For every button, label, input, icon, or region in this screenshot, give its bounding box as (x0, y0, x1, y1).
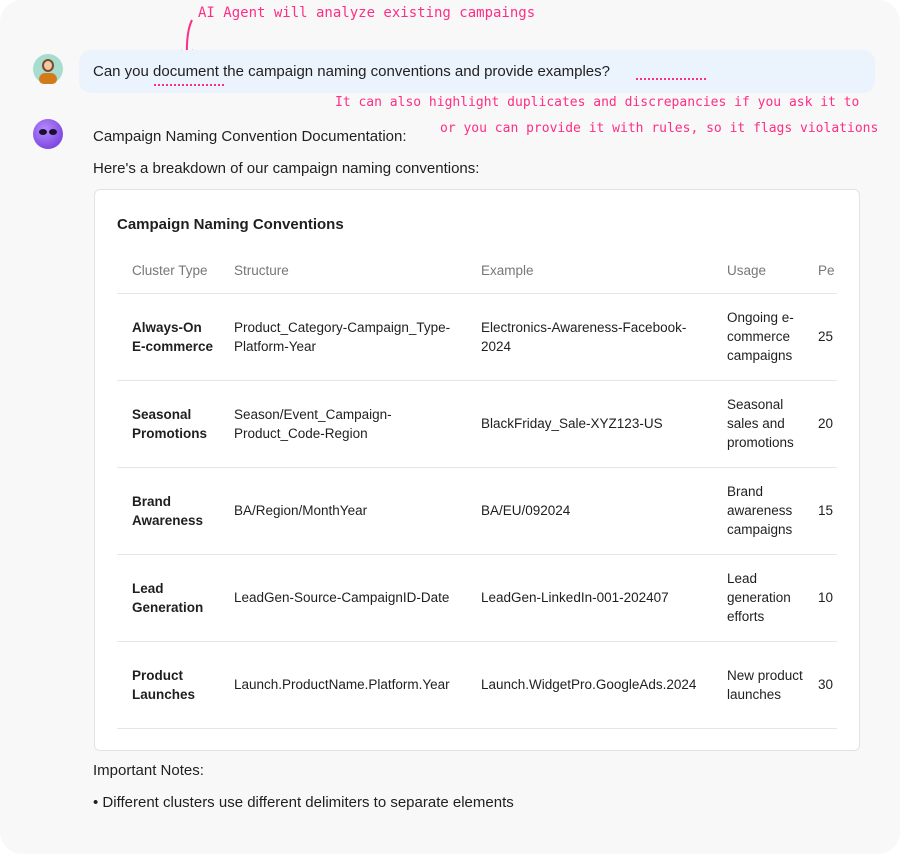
usage-cell: New product launches (712, 641, 810, 728)
structure-cell: Product_Category-Campaign_Type-Platform-Year (219, 293, 466, 380)
annotation-top: AI Agent will analyze existing campaings (198, 5, 536, 21)
usage-cell: Seasonal sales and promotions (712, 380, 810, 467)
example-cell: Launch.WidgetPro.GoogleAds.2024 (466, 641, 712, 728)
percent-cell: 25 (810, 293, 837, 380)
percent-cell: 10 (810, 554, 837, 641)
percent-cell: 30 (810, 641, 837, 728)
col-header: Pe (810, 248, 837, 293)
cluster-type-cell: Brand Awareness (117, 467, 219, 554)
assistant-avatar (33, 119, 63, 149)
usage-cell: Brand awareness campaigns (712, 467, 810, 554)
percent-cell: 20 (810, 380, 837, 467)
cluster-type-cell: Lead Generation (117, 554, 219, 641)
note-item: • Different clusters use different delimiters to separate elements (93, 794, 514, 811)
example-cell: Electronics-Awareness-Facebook-2024 (466, 293, 712, 380)
percent-cell: 15 (810, 467, 837, 554)
cluster-type-cell: Always-On E-commerce (117, 293, 219, 380)
example-cell: BA/EU/092024 (466, 467, 712, 554)
annotation-right-2: or you can provide it with rules, so it flags violations (440, 121, 879, 136)
table-header-row (117, 248, 837, 293)
structure-cell: LeadGen-Source-CampaignID-Date (219, 554, 466, 641)
notes-heading: Important Notes: (93, 762, 204, 779)
col-header: Usage (712, 248, 810, 293)
cluster-type-cell: Seasonal Promotions (117, 380, 219, 467)
annotation-right-1: It can also highlight duplicates and discrepancies if you ask it to (335, 95, 860, 110)
assistant-heading: Campaign Naming Convention Documentation: (93, 128, 407, 145)
col-header: Example (466, 248, 712, 293)
conventions-table (117, 248, 837, 729)
user-message: Can you document the campaign naming conventions and provide examples? (79, 50, 875, 93)
table-scroll-area[interactable] (117, 248, 837, 728)
table-row (117, 293, 837, 380)
conventions-card (94, 189, 860, 751)
col-header: Cluster Type (117, 248, 219, 293)
col-header: Structure (219, 248, 466, 293)
structure-cell: Season/Event_Campaign-Product_Code-Region (219, 380, 466, 467)
usage-cell: Lead generation efforts (712, 554, 810, 641)
cluster-type-cell: Product Launches (117, 641, 219, 728)
table-row (117, 380, 837, 467)
annotation-underline (636, 76, 706, 80)
structure-cell: Launch.ProductName.Platform.Year (219, 641, 466, 728)
assistant-intro: Here's a breakdown of our campaign naming conventions: (93, 160, 480, 177)
table-row (117, 467, 837, 554)
structure-cell: BA/Region/MonthYear (219, 467, 466, 554)
table-row (117, 641, 837, 728)
example-cell: LeadGen-LinkedIn-001-202407 (466, 554, 712, 641)
table-title: Campaign Naming Conventions (117, 216, 344, 233)
table-row (117, 554, 837, 641)
annotation-underline (154, 82, 224, 86)
user-avatar (33, 54, 63, 84)
example-cell: BlackFriday_Sale-XYZ123-US (466, 380, 712, 467)
usage-cell: Ongoing e-commerce campaigns (712, 293, 810, 380)
